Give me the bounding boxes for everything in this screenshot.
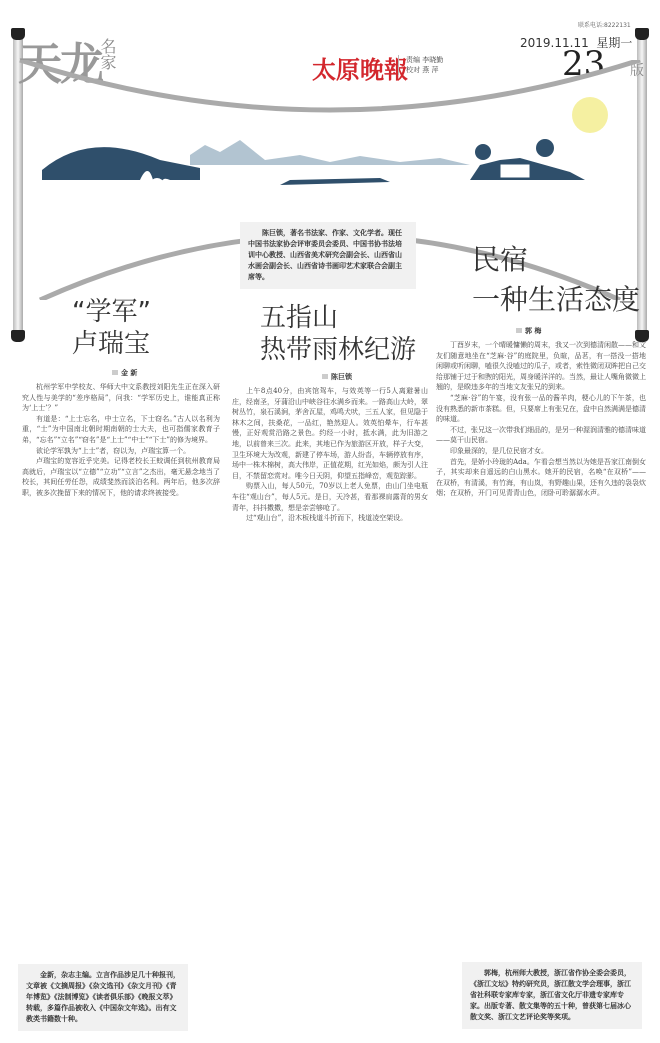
editor-credits: 责编 李晓勤 校对 燕 萍 — [398, 55, 443, 75]
page-suffix: 版 — [630, 63, 644, 79]
section-subtitle: 名家 — [98, 38, 117, 70]
article-author: 陈巨锁 — [322, 372, 428, 382]
article-wuzhishan — [232, 302, 428, 524]
author-bio-chen: 陈巨锁，著名书法家、作家、文化学者。现任中国书法家协会评审委员会委员、中国书协书法培训中心教授、山西省美术研究会副会长、山西省山水画会副会长、山西省诗书画印艺术家联合会副主席等。 — [240, 222, 416, 289]
article-body: 丁酉岁末，一个晴暖慵懒的周末，我又一次到德清闲散——和文友们随意地坐在“芝麻·谷”的庭院里，负暄，品茗，有一搭没一搭地闲聊或听闲聊，嗑很久没嗑过的瓜子，或者，索性微闭双眸把自己交给那铺于过于和煦的阳光，周身暖洋洋的。当然，最让人嘴角微微上翘的，是睽违多年的当地文友张兄的到来。 “芝麻·谷”的午宴，没有张一品的酱羊肉，梗心儿的下午茶，也没有熟悉的新市茶糕。但，只要席上有张兄在，盘中自然满满是德清的味道。 不过，张兄这一次带我们细品的，是另一种渥润清雅的德清味道——莫干山民宿。 印象最深的，是几位民宿才女。 首先，是娇小玲珑的Ada。乍看会想当然以为她是吾家江南倒女子，其实却来自遥远的白山黑水。她开的民宿，名唤“在双桥”——在双桥，有清溪，有竹海，有山岚，有野趣山果，还有久违的袅袅炊烟；在双桥，开门可见青青山色，闭卧可聆潺潺水声。 — [436, 341, 646, 498]
section-title: 天龙 — [18, 39, 102, 90]
article-body: 杭州学军中学校友、华师大中文系教授刘阳先生正在深入研究人性与美学的“差序格局”，问我：“学军历史上，谁能真正称为‘上士’？” 有道是：“上士忘名，中士立名，下士窃名。”古人以名利为重，“士”为中国南北朝时期南朝的士大夫，也可指儒家教育子弟，“忘名”“立名”“窃名”是“上士”“中士”“下士”的修为境界。 欲论学军孰为“上士”者，窃以为，卢瑞宝算一个。 卢瑞宝的宽容近乎完美。记得老校长王蛟调任到杭州教育局高就后，卢瑞宝以“立德”“立功”“立言”之杰出，毫无悬念地当了校长，其间任劳任怨，成绩斐然而淡泊名利。两年后，他多次辞职，被多次挽留下来的情况下，他的请求终被接受。 — [22, 383, 220, 497]
article-title: 民宿 一种生活态度 — [472, 243, 641, 316]
article-title: “学军” 卢瑞宝 — [72, 297, 151, 359]
article-author: 金 新 — [112, 368, 220, 378]
upper-arc — [20, 60, 640, 110]
author-bio-guo: 郭梅，杭州师大教授，浙江省作协全委会委员，《浙江文坛》特约研究员，浙江散文学会理事，浙江省社科联专家库专家，浙江省文化厅非遗专家库专家。出版专著、散文集等的五十种，曾获第七届冰心散文奖、浙江文艺评论奖等奖项。 — [462, 962, 642, 1029]
article-title: 五指山 热带雨林纪游 — [260, 303, 417, 365]
arch-bridge — [42, 147, 200, 190]
house — [500, 164, 530, 178]
article-body: 上午8点40分，由宾馆驾车，与效英等一行5人离避暑山庄，经南圣，牙蒲沿山中峡谷往水满乡而来。一路高山大岭，翠树丛竹，泉石溪涧，茅舍瓦屋，鸡鸣犬吠，三五人家，但见隐于林木之间，扶桑花，一品红，艳然迎人。效英怕晕车，行车甚慢，正好观赏沿路之景色。约经一小时，抵水满，此为旧游之地，以前曾来三次。此来，其地已作为旅游区开放，样子大变，卫生环境大为改观，新建了停车场，游人纷沓，车辆停放有序，场中一株木棉树，高大伟岸，正值花期，红光如焰，颇为引人注目，不禁留恋赏对。唯今日天阴，仰望五指峰峦，观览踪影。 购票入山，每人50元，70岁以上老人免票，由山门坐电瓶车往“观山台”，每人5元。是日，天冷甚，看那祼肩露背的男女青年，抖抖擞擞，想是亲尝够呛了。 过“观山台”，沿木板栈道斗折而下，栈道凌空架设。 — [232, 387, 428, 523]
article-minsu — [436, 240, 646, 499]
article-xuejun — [22, 296, 220, 499]
shore — [280, 178, 390, 185]
bridge-arch-opening — [145, 178, 169, 222]
sun — [572, 97, 608, 133]
page-number: 23 — [562, 44, 606, 84]
article-author: 郭 梅 — [516, 326, 646, 336]
tree — [536, 139, 554, 157]
author-bio-jin: 金新，杂志主编。立言作品涉足几十种报刊，文章被《文摘周报》《杂文选刊》《杂文月刊》《青年博览》《法制博览》《读者俱乐部》《晚报文萃》转载，多篇作品被收入《中国杂文年选》。出有文教类书籍数十种。 — [18, 964, 188, 1031]
newspaper-logo: 太原晚報 — [312, 55, 408, 84]
issue-date: 2019.11.11 星期一 — [520, 36, 633, 50]
distant-mountains — [190, 140, 470, 165]
right-pillar-cap — [635, 28, 649, 40]
tree — [475, 144, 491, 160]
contact-phone: 联系电话:8222131 — [578, 22, 631, 29]
